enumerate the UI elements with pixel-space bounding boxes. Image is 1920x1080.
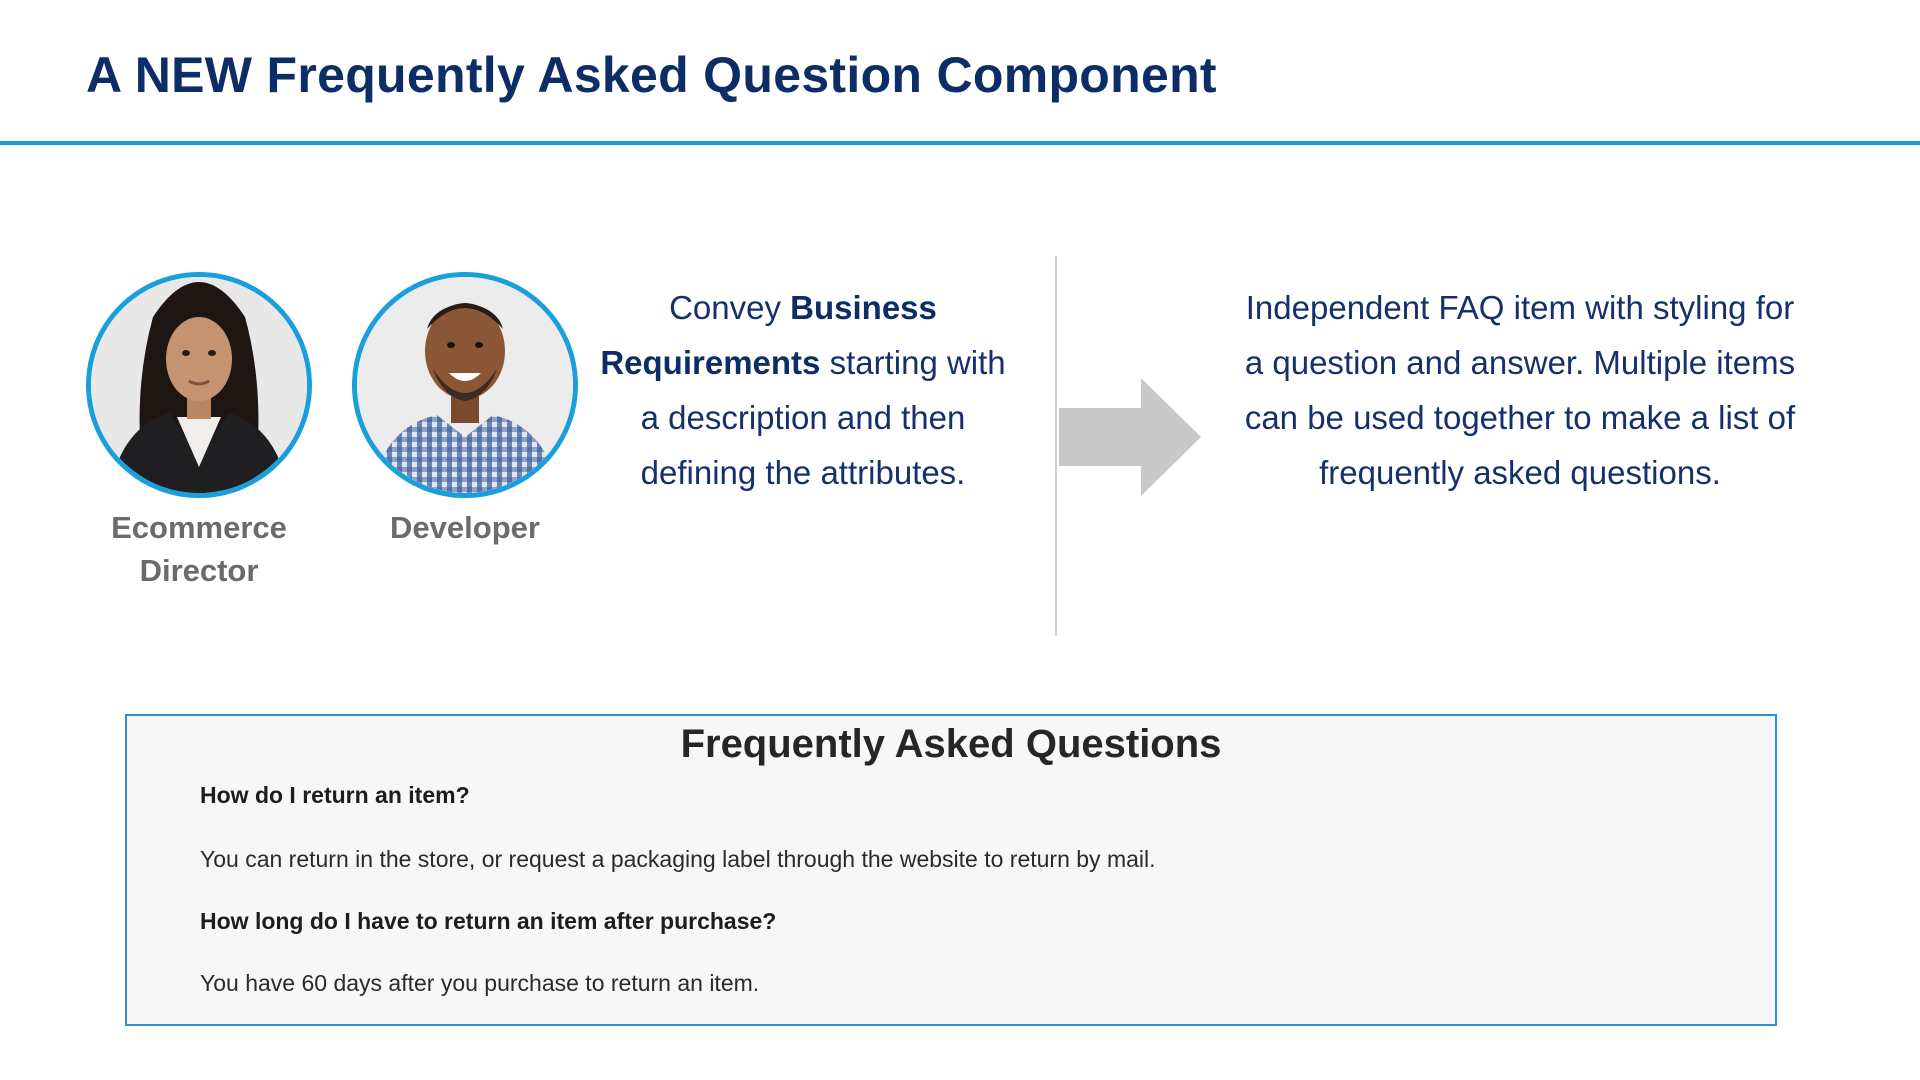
faq-item-description: Independent FAQ item with styling for a question and answer. Multiple items can be used together to make a list of frequently asked questions. [1244,289,1796,491]
persona-label-director [86,506,312,592]
persona-developer [352,272,578,549]
description-prefix: Convey [669,289,791,326]
slide-title: A NEW Frequently Asked Question Component [86,47,1217,103]
faq-preview-panel [125,714,1777,1026]
business-requirements-description [600,280,1006,500]
description-suffix: starting with a description and then defining the attributes. [640,344,1006,491]
persona-ecommerce-director [86,272,312,592]
vertical-divider [1055,256,1057,636]
persona-label-line: Director [139,553,259,588]
avatar-ecommerce-director [86,272,312,498]
faq-item [200,782,470,809]
developer-portrait-icon [357,277,573,493]
director-portrait-icon [91,277,307,493]
persona-label-line: Developer [390,510,540,545]
description-bold: Business Requirements [600,289,937,381]
persona-label-line: Ecommerce [111,510,287,545]
persona-label-developer [352,506,578,549]
faq-question: How do I return an item? [200,782,470,808]
faq-item [200,908,776,935]
faq-item [200,970,759,997]
faq-question: How long do I have to return an item after purchase? [200,908,777,934]
faq-answer: You have 60 days after you purchase to return an item. [200,970,760,996]
faq-title: Frequently Asked Questions [680,722,1222,766]
avatar-developer [352,272,578,498]
faq-answer: You can return in the store, or request a packaging label through the website to return by mail. [200,846,1156,872]
right-arrow-icon [1059,378,1201,496]
title-divider [0,141,1920,145]
faq-item [200,846,1156,873]
